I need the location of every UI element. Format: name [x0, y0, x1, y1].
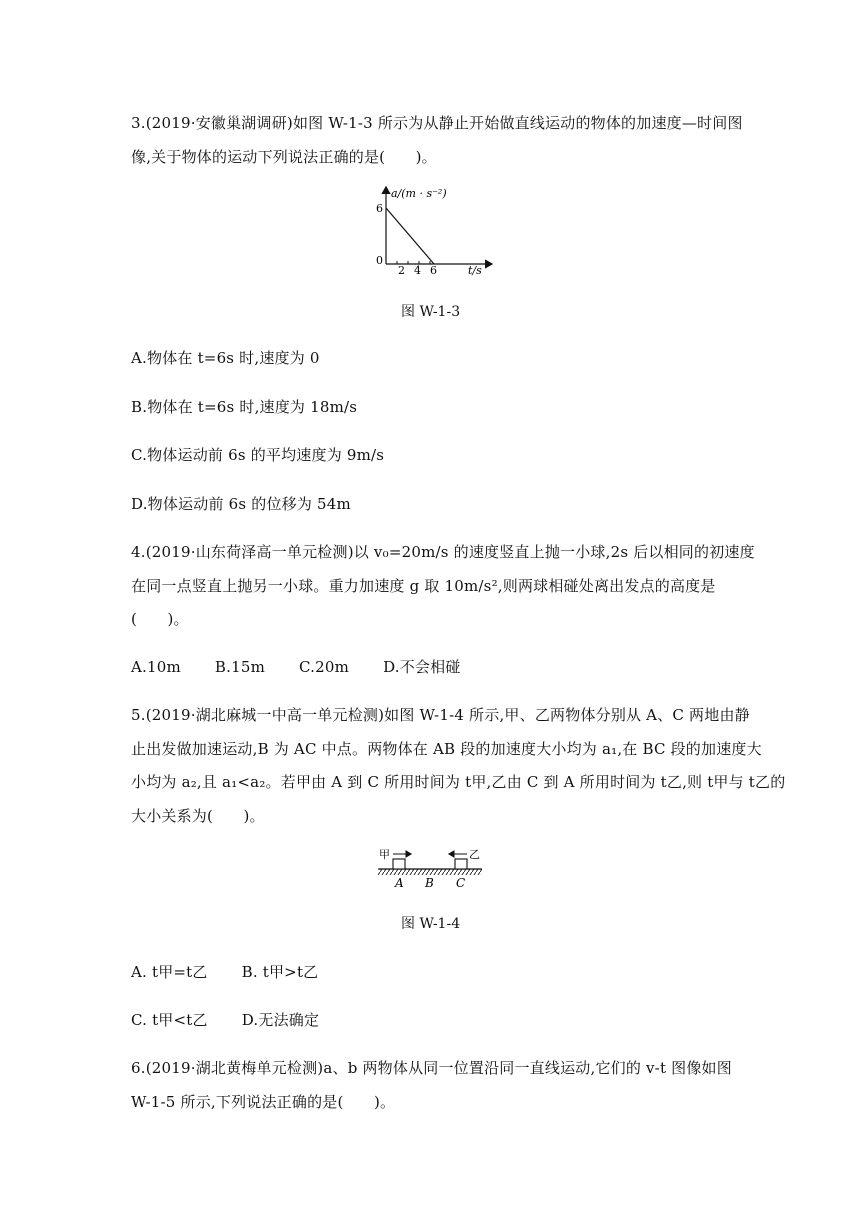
q4-line-1: 4.(2019·山东荷泽高一单元检测)以 v₀=20m/s 的速度竖直上抛一小球,2s 后以相同的初速度 — [131, 543, 755, 561]
origin-label: 0 — [376, 254, 383, 267]
point-b: B — [425, 876, 434, 890]
q6-line-1: 6.(2019·湖北黄梅单元检测)a、b 两物体从同一位置沿同一直线运动,它们的 v-t 图像如图 — [131, 1059, 732, 1077]
q3-line-2: 像,关于物体的运动下列说法正确的是( )。 — [131, 148, 437, 166]
q5-line-3: 小均为 a₂,且 a₁<a₂。若甲由 A 到 C 所用时间为 t甲,乙由 C 到 A 所用时间为 t乙,则 t甲与 t乙的 — [131, 773, 786, 791]
acceleration-line — [386, 208, 434, 264]
q5-line-1: 5.(2019·湖北麻城一中高一单元检测)如图 W-1-4 所示,甲、乙两物体分别从 A、C 两地由静 — [131, 706, 750, 724]
q5-options-row-1 — [131, 962, 318, 982]
y-tick-6: 6 — [376, 202, 383, 215]
q3-line-1: 3.(2019·安徽巢湖调研)如图 W-1-3 所示为从静止开始做直线运动的物体的加速度—时间图 — [131, 114, 743, 132]
x-tick-6: 6 — [430, 264, 437, 276]
y-axis-label: a/(m · s⁻²) — [391, 187, 447, 200]
x-tick-2: 2 — [398, 264, 405, 276]
q4-line-3: ( )。 — [131, 610, 189, 628]
x-tick-4: 4 — [414, 264, 421, 276]
q3-option-c: C.物体运动前 6s 的平均速度为 9m/s — [131, 446, 385, 464]
block-yi — [455, 859, 467, 869]
q5-line-2: 止出发做加速运动,B 为 AC 中点。两物体在 AB 段的加速度大小均为 a₁,在 BC 段的加速度大 — [131, 740, 762, 758]
q3-option-a: A.物体在 t=6s 时,速度为 0 — [131, 349, 320, 367]
q5-option-a: A. t甲=t乙 — [131, 963, 208, 981]
q4-option-d: D.不会相碰 — [383, 658, 461, 676]
q5-option-b: B. t甲>t乙 — [241, 963, 319, 981]
q4-option-c: C.20m — [299, 658, 350, 676]
block-jia — [393, 859, 405, 869]
q5-option-d: D.无法确定 — [241, 1011, 320, 1029]
figure-w-1-4 — [376, 842, 486, 890]
q4-line-2: 在同一点竖直上抛另一小球。重力加速度 g 取 10m/s²,则两球相碰处离出发点的高度是 — [131, 577, 716, 595]
label-yi: 乙 — [469, 848, 480, 861]
q5-line-4: 大小关系为( )。 — [131, 807, 265, 825]
q6-line-2: W-1-5 所示,下列说法正确的是( )。 — [131, 1093, 396, 1111]
q5-option-c: C. t甲<t乙 — [131, 1011, 208, 1029]
q3-option-d: D.物体运动前 6s 的位移为 54m — [131, 495, 351, 513]
q4-options — [131, 657, 461, 677]
q4-option-a: A.10m — [131, 658, 181, 676]
q5-options-row-2 — [131, 1010, 319, 1030]
q3-option-b: B.物体在 t=6s 时,速度为 18m/s — [131, 398, 358, 416]
caption-w-1-4: 图 W-1-4 — [401, 916, 461, 932]
q4-option-b: B.15m — [214, 658, 266, 676]
caption-w-1-3: 图 W-1-3 — [401, 304, 461, 320]
ground-hatching — [378, 869, 482, 875]
label-jia: 甲 — [379, 848, 390, 861]
point-c: C — [456, 876, 466, 890]
x-axis-label: t/s — [468, 264, 482, 276]
figure-w-1-3 — [366, 184, 496, 276]
point-a: A — [395, 876, 404, 890]
